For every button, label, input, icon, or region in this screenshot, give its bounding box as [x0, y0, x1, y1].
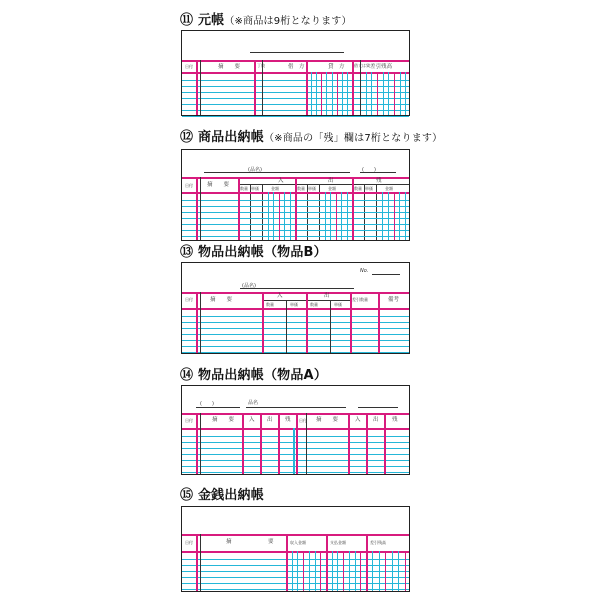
number-line: [372, 274, 400, 275]
col-out: 出: [324, 293, 330, 299]
col-divider: [352, 60, 354, 115]
col-out-2: 出: [373, 417, 379, 423]
digit-line: [332, 72, 333, 115]
paren-line: [196, 407, 240, 408]
digit-line: [315, 551, 316, 591]
sub-header: 単価: [308, 186, 316, 191]
col-divider: [200, 60, 201, 115]
ruled-line: [182, 340, 409, 341]
digit-line: [371, 72, 372, 115]
digit-line: [379, 551, 380, 591]
col-divider: [196, 60, 198, 115]
digit-line: [349, 551, 350, 591]
sub-header: 数量: [266, 302, 274, 307]
col-divider: [200, 534, 201, 591]
col-balance: 差引残高: [370, 540, 386, 545]
col-summary: 摘 要: [210, 297, 233, 303]
ledger-form-11: [181, 30, 410, 116]
col-summary-2: 摘 要: [316, 417, 339, 423]
section-title-13: [180, 241, 327, 260]
digit-line: [325, 192, 326, 240]
col-dr-cr: 借又は貸: [354, 63, 370, 68]
header-bottom-rule: [182, 72, 409, 74]
section-title-12: [180, 126, 442, 145]
col-divider: [262, 292, 264, 353]
col-in-2: 入: [355, 417, 361, 423]
col-divider: [260, 413, 262, 474]
digit-line: [341, 192, 342, 240]
ruled-line: [182, 571, 409, 572]
digit-line: [382, 192, 383, 240]
col-divider: [360, 60, 361, 115]
number-label: No.: [360, 268, 369, 274]
digit-line: [316, 72, 317, 115]
section-number: ⑮: [180, 488, 194, 503]
col-divider: [366, 534, 368, 591]
digit-line: [383, 72, 384, 115]
digit-line: [405, 72, 406, 115]
group-rule: [238, 184, 409, 185]
digit-line: [388, 72, 389, 115]
digit-line: [360, 551, 361, 591]
col-divider: [348, 413, 350, 474]
sub-header: 単価: [365, 186, 373, 191]
ruled-line: [182, 577, 409, 578]
col-date: 日付: [185, 64, 193, 69]
ruled-line: [182, 86, 409, 87]
digit-line: [297, 551, 298, 591]
col-in: 入: [277, 293, 283, 299]
digit-line: [377, 72, 378, 115]
col-divider: [196, 534, 198, 591]
section-title-text: 物品出納帳: [197, 368, 264, 383]
col-divider: [254, 60, 256, 115]
unit-label: ( ): [362, 167, 376, 173]
col-net-qty: 差引数量: [352, 297, 368, 302]
digit-line: [398, 551, 399, 591]
ruled-line: [182, 565, 409, 566]
col-divider: [196, 177, 198, 240]
col-date: 日付: [185, 418, 193, 423]
digit-line: [336, 192, 337, 240]
col-date: 日付: [185, 183, 193, 188]
digit-line: [321, 72, 322, 115]
ruled-line: [182, 346, 409, 347]
ruled-line: [182, 589, 409, 590]
sub-header: 数量: [240, 186, 248, 191]
ruled-line: [182, 583, 409, 584]
sub-header: 数量: [310, 302, 318, 307]
digit-line: [400, 72, 401, 115]
section-number: ⑬: [180, 245, 194, 260]
item-name-line: [204, 172, 350, 173]
digit-line: [292, 551, 293, 591]
col-summary: 摘 要: [212, 417, 235, 423]
ledger-form-15: [181, 506, 410, 592]
ruled-line: [182, 322, 409, 323]
col-remain: 残: [285, 417, 291, 423]
ledger-form-13: [181, 262, 410, 354]
header-bottom-rule: [182, 308, 409, 310]
ledger-form-14: [181, 385, 410, 475]
col-receipts: 収入金額: [290, 540, 306, 545]
col-divider: [200, 177, 201, 240]
item-name-label: (品名): [242, 283, 256, 289]
digit-line: [372, 551, 373, 591]
col-divider: [242, 413, 244, 474]
section-note: （物品A）: [263, 368, 328, 383]
col-divider: [278, 413, 280, 474]
col-divider: [306, 413, 307, 474]
col-divider: [306, 292, 308, 353]
ruled-line: [182, 98, 409, 99]
col-divider: [350, 292, 352, 353]
ruled-line: [182, 334, 409, 335]
item-name-line: [240, 288, 354, 289]
section-title-11: [180, 9, 352, 28]
item-name-label: (品名): [248, 167, 262, 173]
col-out: 出: [267, 417, 273, 423]
digit-line: [337, 551, 338, 591]
ruled-line: [182, 110, 409, 111]
sub-header: 単価: [251, 186, 259, 191]
digit-line: [284, 192, 285, 240]
col-date: 日付: [185, 540, 193, 545]
col-summary-a: 摘: [226, 539, 232, 545]
digit-line: [326, 72, 327, 115]
header-top-rule: [182, 534, 409, 536]
col-payments: 支払金額: [330, 540, 346, 545]
col-divider: [330, 300, 331, 353]
ruled-line: [182, 559, 409, 560]
col-date-2: 日付: [299, 418, 307, 423]
col-divider: [238, 177, 240, 240]
col-divider: [286, 534, 288, 591]
section-note: （物品B）: [263, 245, 327, 260]
section-number: ⑫: [180, 130, 194, 145]
col-divider: [286, 300, 287, 353]
digit-line: [273, 192, 274, 240]
digit-line: [303, 551, 304, 591]
sub-header: 単価: [334, 302, 342, 307]
col-divider: [384, 413, 386, 474]
digit-line: [279, 192, 280, 240]
section-title-text: 元帳: [197, 13, 225, 28]
digit-line: [392, 551, 393, 591]
col-divider: [200, 413, 201, 474]
digit-line: [290, 192, 291, 240]
col-remain: 残: [376, 178, 382, 184]
item-name-line: [246, 407, 346, 408]
col-divider: [378, 292, 380, 353]
ruled-line: [182, 316, 409, 317]
col-divider: [262, 60, 263, 115]
sub-header: 数量: [354, 186, 362, 191]
col-debit: 借 方: [288, 64, 305, 70]
col-divider: [296, 413, 298, 474]
ruled-line: [182, 352, 409, 353]
item-name-label: 品名: [248, 400, 259, 406]
section-title-text: 金銭出納帳: [197, 488, 264, 503]
digit-line: [405, 551, 406, 591]
digit-line: [355, 551, 356, 591]
col-divider: [366, 413, 368, 474]
col-divider: [196, 292, 198, 353]
digit-line: [330, 192, 331, 240]
ledger-form-12: [181, 149, 410, 241]
section-title-text: 商品出納帳: [197, 130, 264, 145]
sub-header: 金額: [271, 186, 279, 191]
digit-line: [399, 192, 400, 240]
paren-label: ( ): [200, 401, 214, 407]
col-divider: [306, 60, 308, 115]
digit-line: [366, 72, 367, 115]
col-divider: [196, 413, 198, 474]
col-summary: 摘 要: [207, 182, 230, 188]
sub-header: 金額: [328, 186, 336, 191]
sub-header: 単価: [290, 302, 298, 307]
digit-line: [385, 551, 386, 591]
ruled-line: [182, 328, 409, 329]
sub-header: 数量: [297, 186, 305, 191]
sub-header: 金額: [385, 186, 393, 191]
digit-line: [268, 192, 269, 240]
section-note: （※商品の「残」欄は7桁となります）: [263, 133, 443, 144]
digit-line: [347, 192, 348, 240]
ruled-line: [182, 92, 409, 93]
extra-line: [358, 407, 398, 408]
col-date: 日付: [185, 297, 193, 302]
col-in: 入: [278, 178, 284, 184]
header-bottom-rule: [182, 551, 409, 553]
digit-line: [388, 192, 389, 240]
section-number: ⑪: [180, 13, 194, 28]
col-divider: [352, 177, 354, 240]
ruled-line: [182, 104, 409, 105]
digit-line: [342, 72, 343, 115]
col-balance: 差引残高: [370, 64, 393, 70]
col-out: 出: [328, 178, 334, 184]
digit-line: [337, 72, 338, 115]
col-divider: [293, 428, 295, 474]
digit-line: [394, 72, 395, 115]
digit-line: [332, 551, 333, 591]
section-number: ⑭: [180, 368, 194, 383]
section-title-14: [180, 364, 327, 383]
digit-line: [320, 551, 321, 591]
col-divider: [326, 534, 328, 591]
col-divider: [200, 292, 201, 353]
col-divider: [295, 177, 297, 240]
digit-line: [343, 551, 344, 591]
digit-line: [309, 551, 310, 591]
col-page: 丁数: [257, 63, 265, 68]
ruled-line: [182, 116, 409, 117]
account-name-line: [250, 52, 344, 53]
header-top-rule: [182, 292, 409, 294]
col-summary-b: 要: [268, 539, 274, 545]
col-credit: 貸 方: [328, 64, 345, 70]
digit-line: [347, 72, 348, 115]
section-title-15: [180, 484, 264, 503]
col-remain-2: 残: [392, 417, 398, 423]
section-title-text: 物品出納帳: [197, 245, 264, 260]
digit-line: [405, 192, 406, 240]
col-summary: 摘 要: [218, 64, 241, 70]
section-note: （※商品は9桁となります）: [224, 16, 352, 27]
col-remarks: 備考: [388, 297, 400, 303]
digit-line: [311, 72, 312, 115]
col-in: 入: [249, 417, 255, 423]
header-top-rule: [182, 60, 409, 62]
ruled-line: [182, 80, 409, 81]
digit-line: [394, 192, 395, 240]
